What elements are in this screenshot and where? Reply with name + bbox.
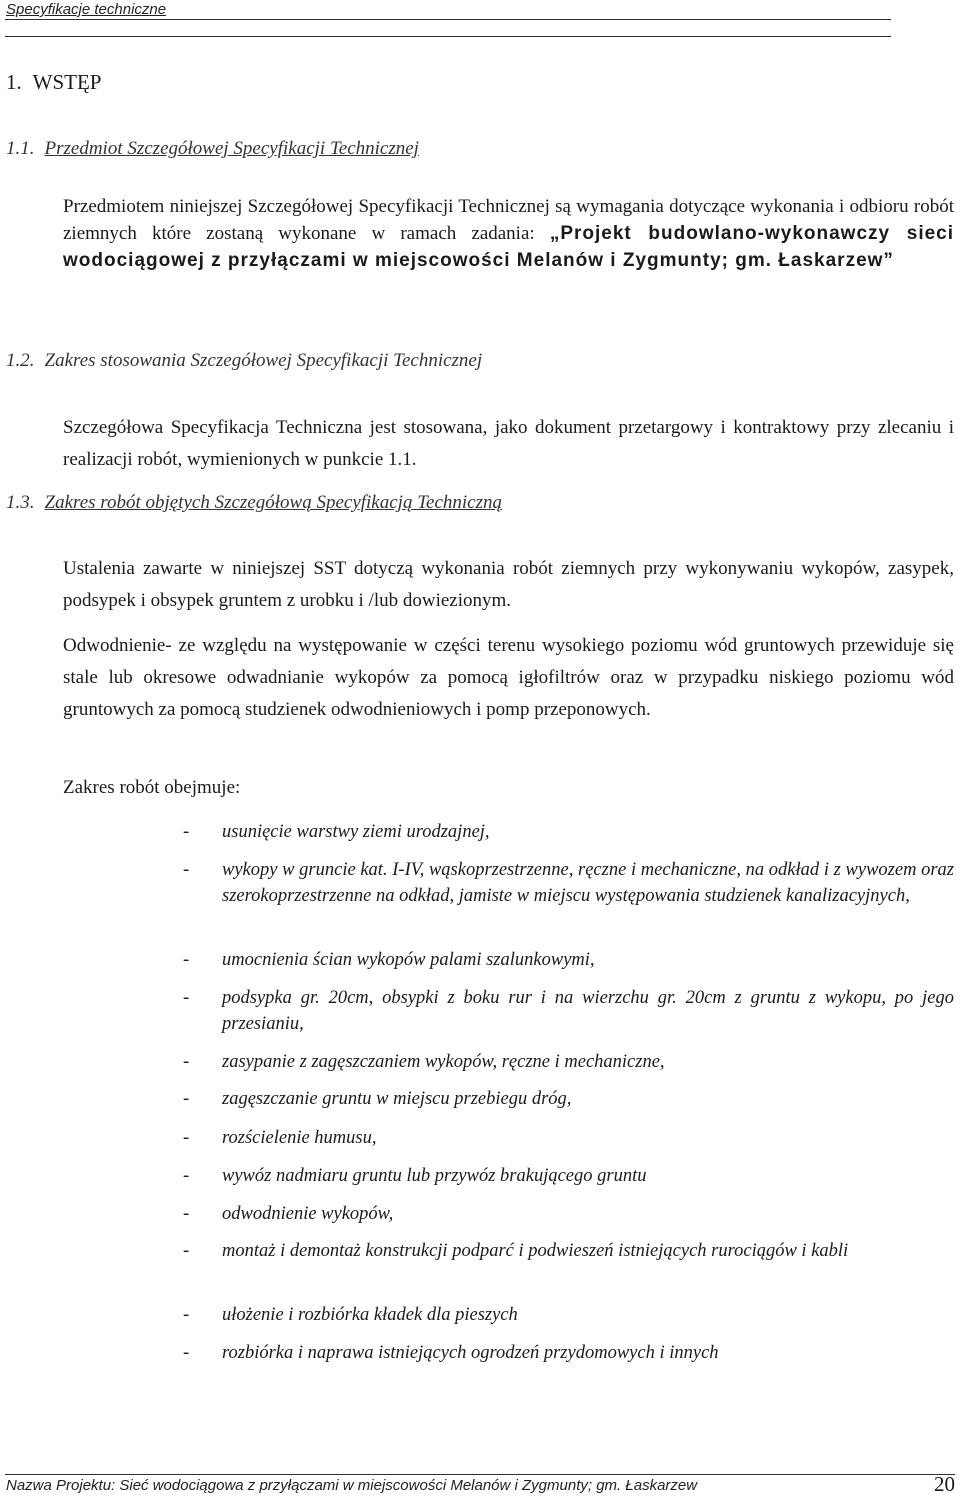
list-dash: - <box>183 1343 190 1363</box>
footer-rule <box>5 1474 955 1475</box>
list-dash: - <box>183 1128 190 1148</box>
list-item: - ułożenie i rozbiórka kładek dla pieszych <box>183 1302 954 1328</box>
subsection-number: 1.1. <box>6 138 35 159</box>
list-dash: - <box>183 860 190 880</box>
subsection-title: Zakres stosowania Szczegółowej Specyfikacji Technicznej <box>44 350 483 371</box>
list-item: - umocnienia ścian wykopów palami szalunkowymi, <box>183 947 954 973</box>
list-dash: - <box>183 988 190 1008</box>
list-item: - wykopy w gruncie kat. I-IV, wąskoprzestrzenne, ręczne i mechaniczne, na odkład i z wywozem oraz szerokoprzestrzenne na odkład, jamiste w miejscu występowania studzienek kanalizacyjnych, <box>183 857 954 909</box>
list-item: - odwodnienie wykopów, <box>183 1201 954 1227</box>
subsection-heading-1-3 <box>6 492 502 514</box>
list-item: - montaż i demontaż konstrukcji podparć i podwieszeń istniejących rurociągów i kabli <box>183 1238 954 1264</box>
list-item: - rozścielenie humusu, <box>183 1125 954 1151</box>
list-dash: - <box>183 1204 190 1224</box>
project-name: „Projekt budowlano-wykonawczy sieci wodociągowej z przyłączami w miejscowości Melanów i Zygmunty; gm. Łaskarzew” <box>63 223 955 271</box>
list-item: - rozbiórka i naprawa istniejących ogrodzeń przydomowych i innych <box>183 1340 954 1366</box>
subsection-heading-1-2 <box>6 350 482 372</box>
subsection-title: Zakres robót objętych Szczegółową Specyfikacją Techniczną <box>44 492 502 513</box>
list-item: - wywóz nadmiaru gruntu lub przywóz brakującego gruntu <box>183 1163 954 1189</box>
list-dash: - <box>183 822 190 842</box>
list-item: - podsypka gr. 20cm, obsypki z boku rur i na wierzchu gr. 20cm z gruntu z wykopu, po jego przesianiu, <box>183 985 954 1037</box>
list-dash: - <box>183 1052 190 1072</box>
scope-label: Zakres robót obejmuje: <box>63 777 241 798</box>
subsection-number: 1.2. <box>6 350 35 371</box>
page-number: 20 <box>934 1472 955 1496</box>
section-heading <box>6 70 101 95</box>
page-header-title: Specyfikacje techniczne <box>6 1 167 18</box>
header-rule-top <box>5 19 891 20</box>
scope-of-use-paragraph: Szczegółowa Specyfikacja Techniczna jest stosowana, jako dokument przetargowy i kontraktowy przy zlecaniu i realizacji robót, wymienionych w punkcie 1.1. <box>63 417 954 470</box>
subsection-title: Przedmiot Szczegółowej Specyfikacji Technicznej <box>44 138 419 159</box>
list-dash: - <box>183 1241 190 1261</box>
subsection-heading-1-1 <box>6 138 419 160</box>
section-title: WSTĘP <box>32 70 102 94</box>
findings-paragraph: Ustalenia zawarte w niniejszej SST dotyczą wykonania robót ziemnych przy wykonywaniu wykopów, zasypek, podsypek i obsypek gruntem z urobku i /lub dowiezionym. <box>63 558 954 611</box>
section-number: 1. <box>6 70 22 94</box>
list-item: - zagęszczanie gruntu w miejscu przebiegu dróg, <box>183 1086 954 1112</box>
list-dash: - <box>183 1089 190 1109</box>
subsection-number: 1.3. <box>6 492 35 513</box>
subject-text: Przedmiotem niniejszej Szczegółowej Specyfikacji Technicznej są wymagania dotyczące wykonania i odbioru robót ziemnych które zostaną wykonane w ramach zadania: <box>63 196 954 244</box>
footer-project-name: Nazwa Projektu: Sieć wodociągowa z przyłączami w miejscowości Melanów i Zygmunty; gm. Łaskarzew <box>6 1477 698 1494</box>
list-dash: - <box>183 1166 190 1186</box>
list-dash: - <box>183 950 190 970</box>
list-item: - zasypanie z zagęszczaniem wykopów, ręczne i mechaniczne, <box>183 1049 954 1075</box>
list-item: - usunięcie warstwy ziemi urodzajnej, <box>183 819 954 845</box>
drainage-paragraph: Odwodnienie- ze względu na występowanie w części terenu wysokiego poziomu wód gruntowych przewiduje się stale lub okresowe odwadnianie wykopów za pomocą igłofiltrów oraz w przypadku niskiego poziomu wód gruntowych za pomocą studzienek odwodnieniowych i pomp przeponowych. <box>63 635 954 720</box>
list-dash: - <box>183 1305 190 1325</box>
header-rule-bottom <box>5 36 891 37</box>
subject-paragraph <box>63 193 954 274</box>
